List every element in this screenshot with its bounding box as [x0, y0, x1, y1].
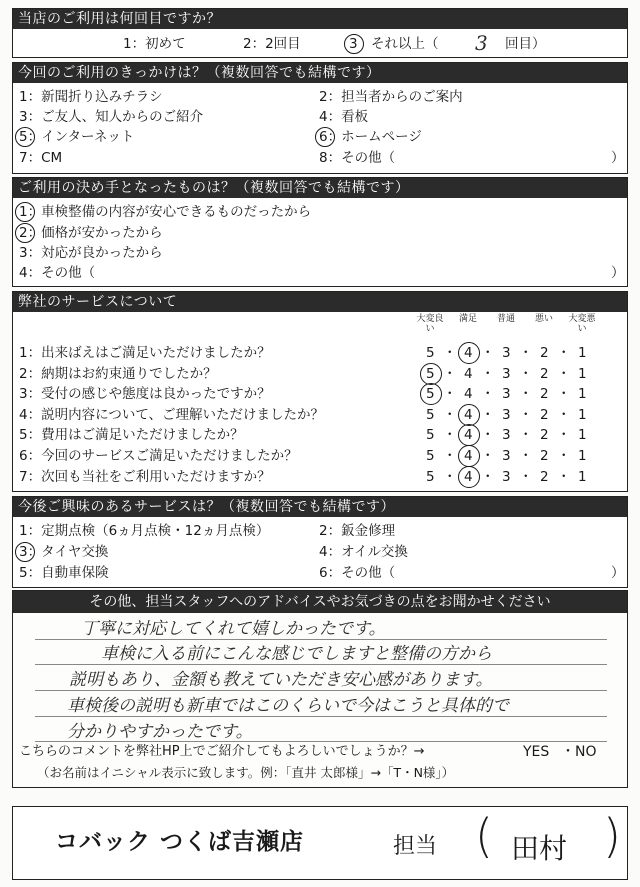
q3-option-4-close: ） [611, 265, 625, 281]
q4-question-1: 1：出来ばえはご満足いただけましたか？ [19, 345, 271, 361]
q2-title: 今回のご利用のきっかけは？（複数回答でも結構です） [13, 63, 627, 83]
hp-consent-yes[interactable]: YES [523, 744, 550, 760]
q4-q6-selected-circle [458, 445, 480, 467]
q4-q2-rating-4[interactable]: 4 [464, 365, 473, 382]
q1-option-2[interactable]: 2：2回目 [243, 36, 301, 52]
q1-count-handwritten[interactable]: 3 [475, 31, 488, 55]
q5-title: 今後ご興味のあるサービスは？（複数回答でも結構です） [13, 497, 627, 517]
q4-q6-rating-2[interactable]: 2 [540, 448, 549, 464]
shop-name: コバック つくば吉瀬店 [55, 829, 305, 855]
q4-scale-dot: ・ [443, 406, 457, 423]
q2-option-3[interactable]: 3：ご友人、知人からのご紹介 [19, 109, 204, 125]
q4-q1-rating-2[interactable]: 2 [540, 345, 549, 361]
q4-scale-dot: ・ [443, 345, 457, 361]
q4-q4-rating-2[interactable]: 2 [540, 406, 549, 423]
q5-option-4[interactable]: 4：オイル交換 [319, 544, 408, 560]
q2-option-8-close: ） [611, 150, 625, 166]
q4-scale-dot: ・ [519, 427, 533, 444]
q3-option-4[interactable]: 4：その他（ [19, 265, 96, 281]
q4-q5-rating-2[interactable]: 2 [540, 427, 549, 444]
q2-option-1[interactable]: 1：新聞折り込みチラシ [19, 89, 163, 105]
q4-q3-rating-2[interactable]: 2 [540, 386, 549, 403]
q4-scale-dot: ・ [481, 345, 495, 361]
staff-label: 担当 [393, 834, 438, 859]
q2-section [12, 62, 628, 174]
q4-question-4: 4：説明内容について、ご理解いただけましたか？ [19, 406, 325, 423]
q4-q5-selected-circle [458, 424, 480, 446]
q1-option-3-suffix: 回目） [505, 36, 546, 52]
q2-option-8[interactable]: 8：その他（ [319, 150, 396, 166]
q1-option-3-label: それ以上（ [371, 36, 439, 52]
rating-header-1: 大変悪い [568, 314, 596, 334]
q1-option-1[interactable]: 1：初めて [123, 36, 186, 52]
hp-consent-question: こちらのコメントを弊社HP上でご紹介してもよろしいでしょうか？→ [19, 744, 425, 759]
q4-question-6: 6：今回のサービスご満足いただけましたか？ [19, 448, 298, 464]
q4-question-5: 5：費用はご満足いただけましたか？ [19, 427, 244, 444]
q3-option-2[interactable]: 2：価格が安かったから [19, 225, 163, 241]
footer-shop-box [12, 806, 628, 880]
q4-q3-rating-5[interactable]: 5 [426, 386, 435, 403]
q4-q6-rating-5[interactable]: 5 [426, 448, 435, 464]
q1-option-3-number[interactable]: 3 [349, 36, 358, 52]
q4-q7-rating-4[interactable]: 4 [464, 468, 473, 485]
q4-scale-dot: ・ [443, 386, 457, 403]
initials-note: （お名前はイニシャル表示に致します。例：「直井 太郎様」→「T・N様」） [37, 765, 455, 780]
q4-q2-rating-3[interactable]: 3 [502, 365, 511, 382]
q6-title: その他、担当スタッフへのアドバイスやお気づきの点をお聞かせください [13, 591, 627, 613]
q4-scale-dot: ・ [519, 365, 533, 382]
q4-q3-rating-1[interactable]: 1 [578, 386, 587, 403]
q4-q3-rating-4[interactable]: 4 [464, 386, 473, 403]
q4-q4-selected-circle [458, 404, 480, 426]
q4-scale-dot: ・ [443, 468, 457, 485]
q5-option-3[interactable]: 3：タイヤ交換 [19, 544, 109, 560]
q4-scale-dot: ・ [557, 345, 571, 361]
q4-question-7: 7：次回も当社をご利用いただけますか？ [19, 468, 271, 485]
q4-question-2: 2：納期はお約束通りでしたか？ [19, 365, 217, 382]
hp-consent-separator: ・ [561, 744, 575, 760]
q4-scale-dot: ・ [519, 448, 533, 464]
comment-line-4[interactable]: 車検後の説明も新車ではこのくらいで今はこうと具体的で [67, 696, 509, 716]
q4-scale-dot: ・ [557, 468, 571, 485]
q4-title: 弊社のサービスについて [13, 292, 627, 312]
q4-scale-dot: ・ [443, 427, 457, 444]
q4-q2-selected-circle [420, 363, 442, 385]
q1-title: 当店のご利用は何回目ですか？ [13, 9, 627, 29]
q5-option-6-close: ） [611, 565, 625, 581]
q4-q7-rating-2[interactable]: 2 [540, 468, 549, 485]
staff-paren-close: ) [603, 809, 621, 863]
q2-option-2[interactable]: 2：担当者からのご案内 [319, 89, 463, 105]
q1-section [12, 8, 628, 58]
comment-line-5[interactable]: 分かりやすかったです。 [67, 722, 253, 742]
q2-option-4[interactable]: 4：看板 [319, 109, 369, 125]
q4-scale-dot: ・ [481, 365, 495, 382]
q4-q6-rating-4[interactable]: 4 [464, 448, 473, 464]
staff-name-handwritten[interactable]: 田村 [511, 832, 568, 865]
q5-option-5[interactable]: 5：自動車保険 [19, 565, 109, 581]
q4-q1-rating-5[interactable]: 5 [426, 345, 435, 361]
comment-line-2[interactable]: 車検に入る前にこんな感じでしますと整備の方から [101, 644, 492, 664]
rating-header-4: 満足 [458, 314, 477, 324]
q4-q7-rating-5[interactable]: 5 [426, 468, 435, 485]
staff-paren-open: ( [475, 809, 493, 863]
q4-scale-dot: ・ [557, 365, 571, 382]
q4-q4-rating-4[interactable]: 4 [464, 406, 473, 423]
q2-option-6[interactable]: 6：ホームページ [319, 129, 422, 145]
q5-option-6[interactable]: 6：その他（ [319, 565, 396, 581]
q5-section [12, 496, 628, 588]
q4-q1-rating-1[interactable]: 1 [578, 345, 587, 361]
q4-q6-rating-3[interactable]: 3 [502, 448, 511, 464]
q4-q7-selected-circle [458, 466, 480, 488]
q4-q1-rating-4[interactable]: 4 [464, 345, 473, 361]
q6-section [12, 590, 628, 788]
q4-q4-rating-5[interactable]: 5 [426, 406, 435, 423]
q4-scale-dot: ・ [443, 448, 457, 464]
q4-scale-dot: ・ [519, 468, 533, 485]
q4-scale-dot: ・ [519, 345, 533, 361]
q3-option-3[interactable]: 3：対応が良かったから [19, 245, 163, 261]
comment-line-3[interactable]: 説明もあり、金額も教えていただき安心感があります。 [69, 670, 493, 690]
q3-title: ご利用の決め手となったものは？（複数回答でも結構です） [13, 178, 627, 198]
hp-consent-no[interactable]: NO [575, 744, 597, 760]
q4-question-3: 3：受付の感じや態度は良かったですか？ [19, 386, 271, 403]
q4-q3-rating-3[interactable]: 3 [502, 386, 511, 403]
q5-option-2[interactable]: 2：鈑金修理 [319, 523, 396, 539]
q4-scale-dot: ・ [481, 427, 495, 444]
q2-option-7[interactable]: 7：CM [19, 150, 63, 166]
rating-header-3: 普通 [496, 314, 515, 324]
q3-section [12, 177, 628, 287]
q4-scale-dot: ・ [519, 386, 533, 403]
q4-q7-rating-3[interactable]: 3 [502, 468, 511, 485]
q4-q5-rating-3[interactable]: 3 [502, 427, 511, 444]
q4-scale-dot: ・ [557, 448, 571, 464]
q4-q2-rating-5[interactable]: 5 [426, 365, 435, 382]
q4-q5-rating-4[interactable]: 4 [464, 427, 473, 444]
q4-q7-rating-1[interactable]: 1 [578, 468, 587, 485]
q4-q2-rating-2[interactable]: 2 [540, 365, 549, 382]
q4-q5-rating-5[interactable]: 5 [426, 427, 435, 444]
q4-scale-dot: ・ [481, 448, 495, 464]
q4-scale-dot: ・ [557, 406, 571, 423]
q2-option-5[interactable]: 5：インターネット [19, 129, 135, 145]
rating-header-2: 悪い [534, 314, 553, 324]
q4-scale-dot: ・ [557, 386, 571, 403]
comment-line-1[interactable]: 丁寧に対応してくれて嬉しかったです。 [81, 619, 386, 639]
q4-q1-rating-3[interactable]: 3 [502, 345, 511, 361]
q4-scale-dot: ・ [519, 406, 533, 423]
q4-q5-rating-1[interactable]: 1 [578, 427, 587, 444]
q4-scale-dot: ・ [443, 365, 457, 382]
q5-option-1[interactable]: 1：定期点検（6ヵ月点検・12ヵ月点検） [19, 523, 270, 539]
q4-q1-selected-circle [458, 342, 480, 364]
q4-scale-dot: ・ [557, 427, 571, 444]
rating-header-5: 大変良い [416, 314, 444, 334]
q4-q4-rating-1[interactable]: 1 [578, 406, 587, 423]
q4-scale-dot: ・ [481, 468, 495, 485]
q4-scale-dot: ・ [481, 386, 495, 403]
q4-q2-rating-1[interactable]: 1 [578, 365, 587, 382]
q3-option-1[interactable]: 1：車検整備の内容が安心できるものだったから [19, 204, 312, 220]
q4-section [12, 291, 628, 492]
q4-q6-rating-1[interactable]: 1 [578, 448, 587, 464]
q4-q3-selected-circle [420, 383, 442, 405]
q4-q4-rating-3[interactable]: 3 [502, 406, 511, 423]
q4-scale-dot: ・ [481, 406, 495, 423]
